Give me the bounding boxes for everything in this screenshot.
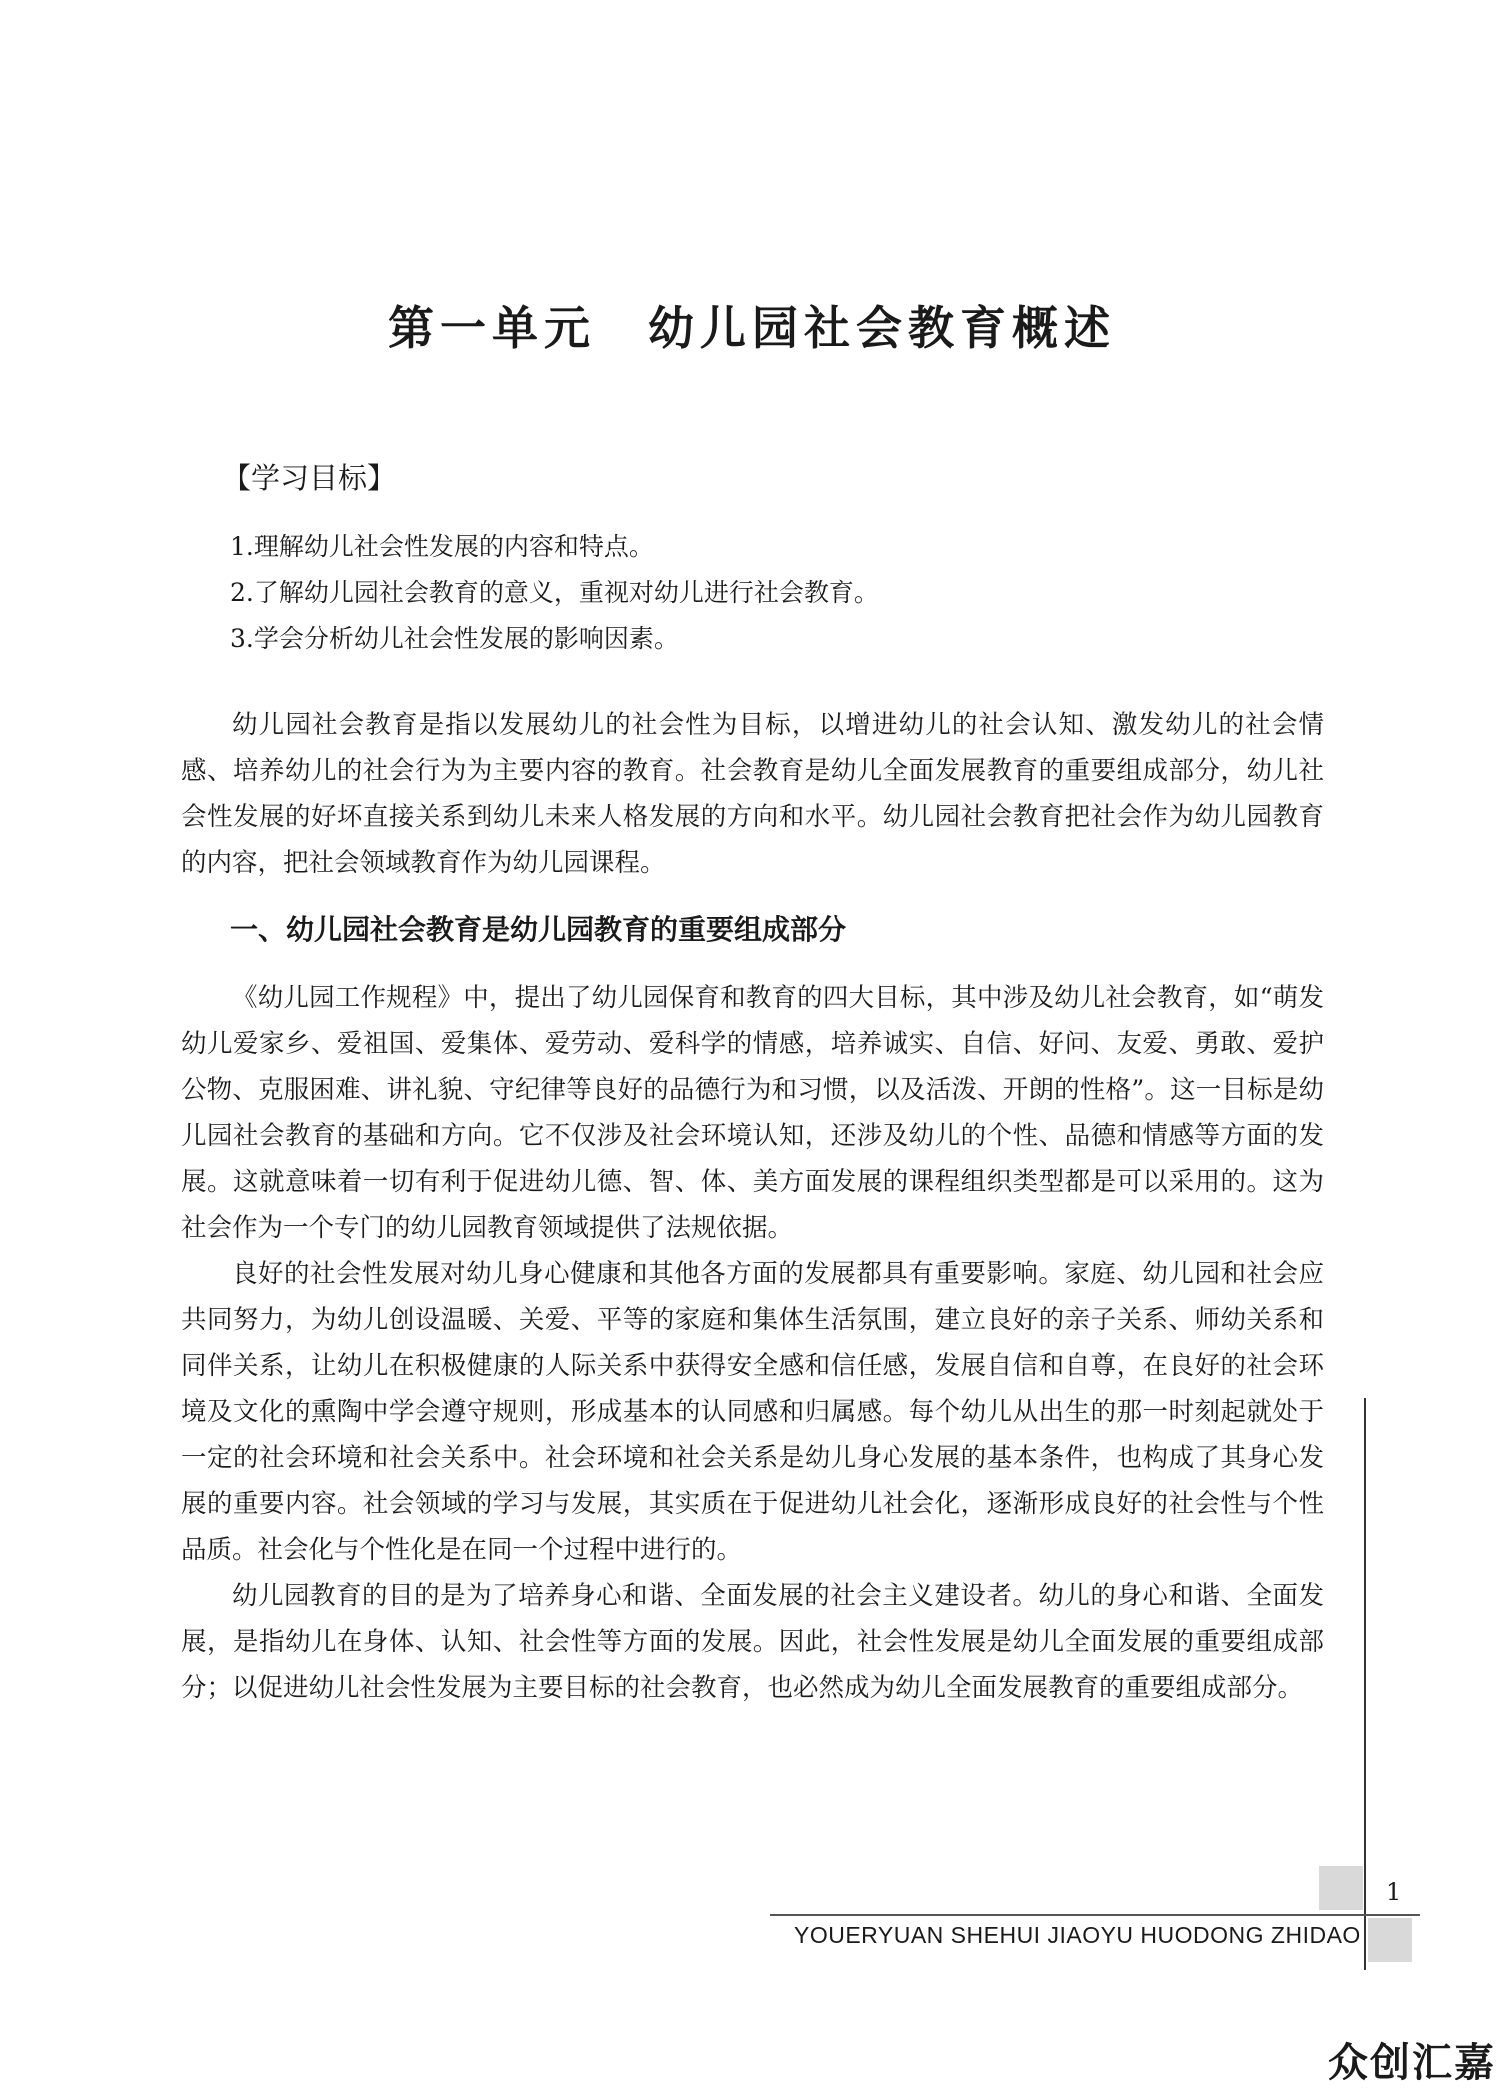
objectives-heading: 【学习目标】 (222, 461, 397, 495)
body-paragraph: 《幼儿园工作规程》中，提出了幼儿园保育和教育的四大目标，其中涉及幼儿社会教育，如“萌发幼儿爱家乡、爱祖国、爱集体、爱劳动、爱科学的情感，培养诚实、自信、好问、友爱、勇敢、爱护公物、克服困难、讲礼貌、守纪律等良好的品德行为和习惯，以及活泼、开朗的性格”。这一目标是幼儿园社会教育的基础和方向。它不仅涉及社会环境认知，还涉及幼儿的个性、品德和情感等方面的发展。这就意味着一切有利于促进幼儿德、智、体、美方面发展的课程组织类型都是可以采用的。这为社会作为一个专门的幼儿园教育领域提供了法规依据。 (181, 983, 1324, 1243)
body-paragraph: 幼儿园教育的目的是为了培养身心和谐、全面发展的社会主义建设者。幼儿的身心和谐、全面发展，是指幼儿在身体、认知、社会性等方面的发展。因此，社会性发展是幼儿全面发展的重要组成部分；以促进幼儿社会性发展为主要目标的社会教育，也必然成为幼儿全面发展教育的重要组成部分。 (181, 1581, 1324, 1703)
footer-gray-box-top (1319, 1866, 1363, 1910)
objective-item: 2.了解幼儿园社会教育的意义，重视对幼儿进行社会教育。 (230, 578, 879, 607)
footer-vertical-rule (1364, 1398, 1366, 1970)
objectives-list (230, 524, 879, 662)
intro-paragraph: 幼儿园社会教育是指以发展幼儿的社会性为目标，以增进幼儿的社会认知、激发幼儿的社会情感、培养幼儿的社会行为为主要内容的教育。社会教育是幼儿全面发展教育的重要组成部分，幼儿社会性发展的好坏直接关系到幼儿未来人格发展的方向和水平。幼儿园社会教育把社会作为幼儿园教育的内容，把社会领域教育作为幼儿园课程。 (181, 710, 1324, 878)
running-footer-title: YOUERYUAN SHEHUI JIAOYU HUODONG ZHIDAO (794, 1922, 1361, 1948)
body-paragraph: 良好的社会性发展对幼儿身心健康和其他各方面的发展都具有重要影响。家庭、幼儿园和社会应共同努力，为幼儿创设温暖、关爱、平等的家庭和集体生活氛围，建立良好的亲子关系、师幼关系和同伴关系，让幼儿在积极健康的人际关系中获得安全感和信任感，发展自信和自尊，在良好的社会环境及文化的熏陶中学会遵守规则，形成基本的认同感和归属感。每个幼儿从出生的那一时刻起就处于一定的社会环境和社会关系中。社会环境和社会关系是幼儿身心发展的基本条件，也构成了其身心发展的重要内容。社会领域的学习与发展，其实质在于促进幼儿社会化，逐渐形成良好的社会性与个性品质。社会化与个性化是在同一个过程中进行的。 (181, 1259, 1324, 1565)
footer-gray-box-bottom (1368, 1918, 1412, 1962)
footer-horizontal-rule (770, 1914, 1420, 1916)
unit-title: 第一单元 幼儿园社会教育概述 (388, 301, 1116, 355)
objective-item: 3.学会分析幼儿社会性发展的影响因素。 (230, 624, 679, 653)
section-heading: 一、幼儿园社会教育是幼儿园教育的重要组成部分 (230, 913, 847, 946)
watermark-logo: 众创汇嘉 (1328, 2040, 1496, 2086)
page-number: 1 (1386, 1878, 1402, 1906)
section-body (181, 975, 1324, 1711)
intro-block (181, 702, 1324, 886)
objective-item: 1.理解幼儿社会性发展的内容和特点。 (230, 532, 654, 561)
